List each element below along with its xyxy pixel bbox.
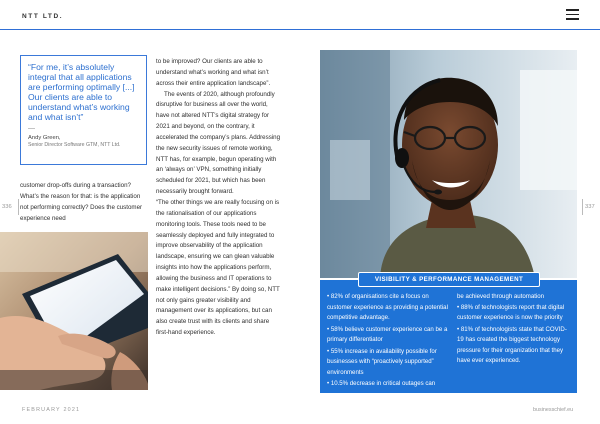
pull-quote: [20, 55, 147, 165]
left-page-marker: [18, 199, 19, 215]
pull-quote-text: “For me, it’s absolutely integral that all applications are performing optimally [...] Our clients are able to understand what’s working and what isn’t”: [28, 62, 135, 122]
middle-column-text: [156, 57, 282, 339]
visibility-stats-column-1: [327, 292, 449, 391]
left-column-text: customer drop-offs during a transaction? What’s the reason for that: is the application not performing correctly? Does the customer experience need: [20, 182, 143, 222]
right-page-marker: [582, 199, 583, 215]
right-page-number: 337: [585, 204, 595, 210]
stat-item: • 81% of technologists state that COVID-19 has created the biggest technology pressure for their organization that they have ever experienced.: [457, 325, 567, 364]
pull-quote-author-title: Senior Director Software GTM, NTT Ltd.: [28, 142, 121, 148]
left-page-number: 336: [2, 204, 12, 210]
middle-paragraph-3: “The other things we are really focusing on is the rationalisation of our applications monitoring tools. These tools need to be seamlessly deployed and fully integrated to improve observability of the application landscape, ensuring we can glean valuable insights into how the applications perform, allowing the business and IT operations to make intelligent decisions.” By doing so, NTT not only gains greater visibility and management over its applications, but can also create trust with its clients and share first-hand experience.: [156, 198, 280, 337]
footer-date: FEBRUARY 2021: [22, 407, 81, 413]
stat-item: be achieved through automation: [457, 293, 545, 300]
hamburger-menu-icon[interactable]: [566, 9, 579, 20]
middle-paragraph-1: to be improved? Our clients are able to understand what’s working and what isn’t across their entire application landscape”.: [156, 58, 271, 87]
stat-item: • 58% believe customer experience can be a primary differentiator: [327, 325, 448, 343]
header-divider: [0, 29, 600, 30]
footer-site-link[interactable]: businesschief.eu: [533, 407, 574, 413]
stat-item: • 82% of organisations cite a focus on customer experience as providing a potential competitive advantage.: [327, 293, 448, 321]
middle-paragraph-2: The events of 2020, although profoundly disruptive for business all over the world, have not altered NTT’s digital strategy for 2021 and beyond, on the contrary, it accelerated the company’s plans. Addressing the new security issues of remote working, NTT has, for example, begun operating with an ‘always on’ VPN, something initially scheduled for 2021, but which has been necessarily brought forward.: [156, 90, 281, 196]
brand-logo[interactable]: NTT LTD.: [22, 13, 64, 20]
visibility-stats-column-2: [457, 292, 571, 368]
stat-item: • 55% increase in availability possible for businesses with “proactively supported” environments: [327, 347, 437, 376]
visibility-performance-box: [320, 276, 577, 393]
page-header: [0, 0, 600, 30]
stat-item: • 10.5% decrease in critical outages can: [327, 380, 436, 387]
man-with-headset-photo: [320, 50, 577, 278]
pull-quote-author: Andy Green,: [28, 135, 61, 141]
stat-item: • 88% of technologists report that digital customer experience is now the priority: [457, 303, 565, 321]
pull-quote-dash: —: [28, 125, 35, 132]
hand-with-phone-photo: [0, 232, 148, 390]
visibility-box-title: VISIBILITY & PERFORMANCE MANAGEMENT: [358, 272, 540, 287]
